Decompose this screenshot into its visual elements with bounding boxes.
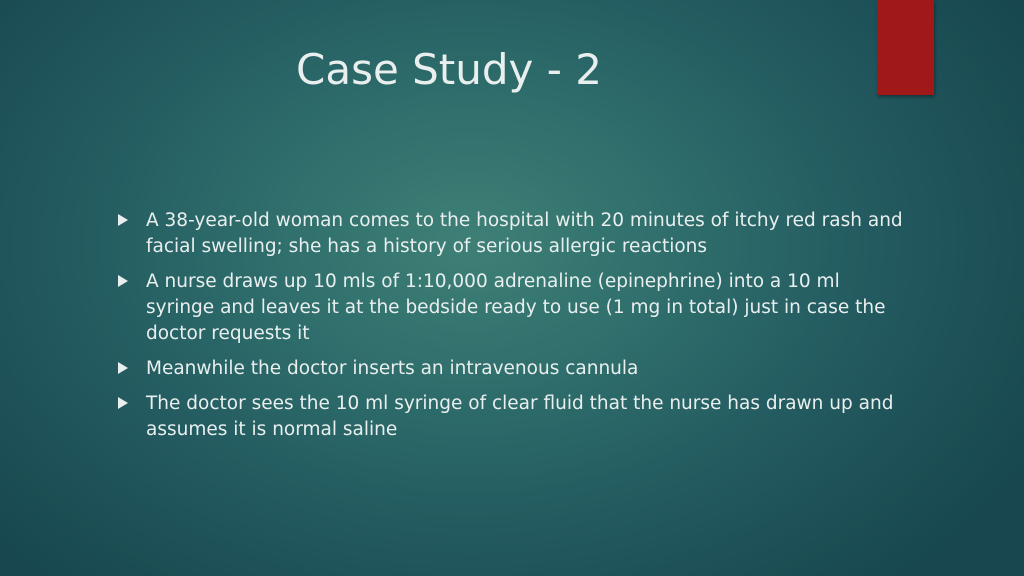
bullet-item	[118, 208, 908, 260]
accent-tab	[877, 0, 934, 95]
slide-title: Case Study - 2	[296, 45, 602, 94]
bullet-text: The doctor sees the 10 ml syringe of clear fluid that the nurse has drawn up and assumes it is normal saline	[146, 393, 894, 440]
bullet-item	[118, 391, 908, 443]
bullet-item	[118, 356, 908, 382]
triangle-right-icon	[118, 275, 128, 287]
bullet-list	[118, 208, 908, 452]
bullet-text: A nurse draws up 10 mls of 1:10,000 adrenaline (epinephrine) into a 10 ml syringe and leaves it at the bedside ready to use (1 mg in total) just in case the doctor requests it	[146, 271, 886, 344]
bullet-text: A 38-year-old woman comes to the hospital with 20 minutes of itchy red rash and facial swelling; she has a history of serious allergic reactions	[146, 210, 903, 257]
triangle-right-icon	[118, 362, 128, 374]
bullet-item	[118, 269, 908, 347]
triangle-right-icon	[118, 397, 128, 409]
bullet-text: Meanwhile the doctor inserts an intravenous cannula	[146, 358, 639, 379]
triangle-right-icon	[118, 214, 128, 226]
